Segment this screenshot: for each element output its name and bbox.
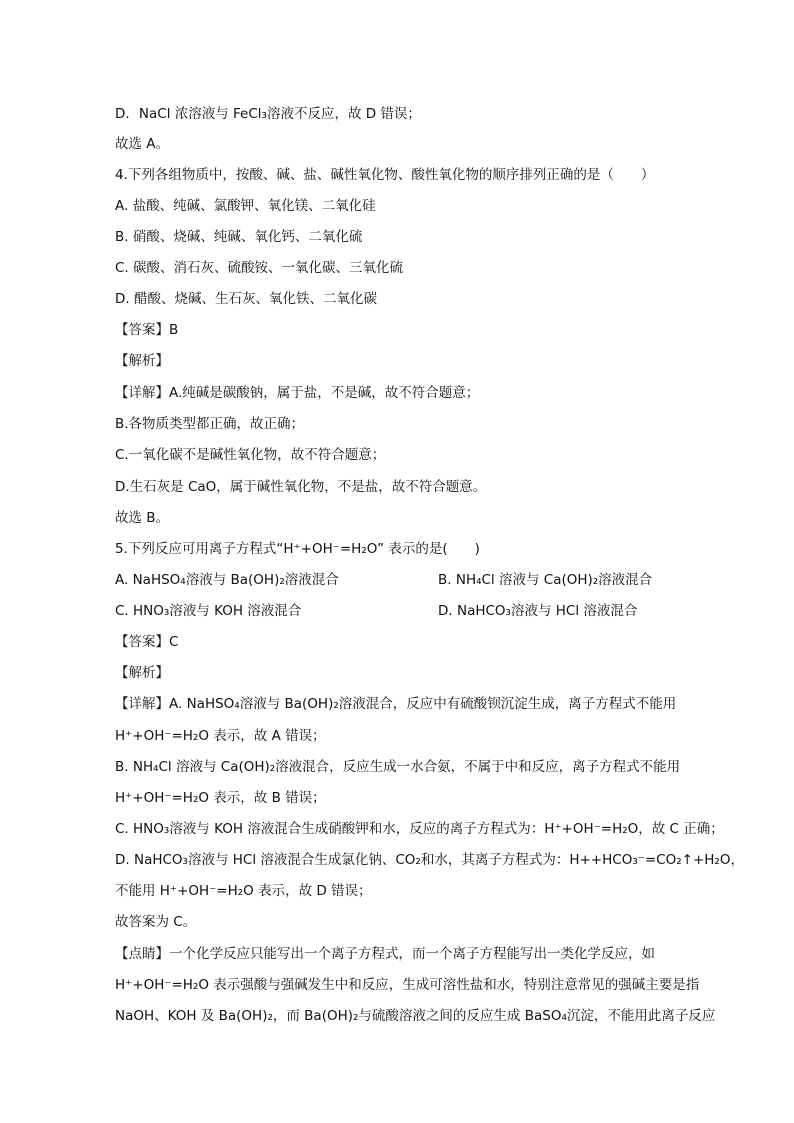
q4-option-d: D. 醋酸、烧碱、生石灰、氧化铁、二氧化碳 <box>115 291 377 307</box>
q5-answer: 【答案】C <box>115 634 179 650</box>
q3-conclusion: 故选 A。 <box>115 136 170 152</box>
q4-stem: 4.下列各组物质中，按酸、碱、盐、碱性氧化物、酸性氧化物的顺序排列正确的是（ ） <box>115 167 655 183</box>
q3-option-d-explanation: D．NaCl 浓溶液与 FeCl₃溶液不反应，故 D 错误； <box>115 106 421 122</box>
q5-conclusion: 故答案为 C。 <box>115 914 197 930</box>
q4-explanation-line: C.一氧化碳不是碱性氧化物，故不符合题意； <box>115 447 386 463</box>
q5-explanation-line: H⁺+OH⁻=H₂O 表示，故 B 错误； <box>115 790 326 806</box>
q4-answer: 【答案】B <box>115 322 179 338</box>
q5-explanation-line: B. NH₄Cl 溶液与 Ca(OH)₂溶液混合，反应生成一水合氨，不属于中和反应，离子方程式不能用 <box>115 759 681 775</box>
q4-explanation-line: D.生石灰是 CaO，属于碱性氧化物，不是盐，故不符合题意。 <box>115 479 487 495</box>
q5-note-line: 【点睛】一个化学反应只能写出一个离子方程式，而一个离子方程能写出一类化学反应，如 <box>115 946 655 962</box>
q5-note-line: H⁺+OH⁻=H₂O 表示强酸与强碱发生中和反应，生成可溶性盐和水，特别注意常见的强碱主要是指 <box>115 977 700 993</box>
q5-explanation-line: D. NaHCO₃溶液与 HCl 溶液混合生成氯化钠、CO₂和水，其离子方程式为：H++HCO₃⁻=CO₂↑+H₂O， <box>115 852 744 868</box>
q5-explanation-line: 【详解】A. NaHSO₄溶液与 Ba(OH)₂溶液混合，反应中有硫酸钡沉淀生成，离子方程式不能用 <box>115 696 677 712</box>
q5-note-line: NaOH、KOH 及 Ba(OH)₂，而 Ba(OH)₂与硫酸溶液之间的反应生成 BaSO₄沉淀，不能用此离子反应 <box>115 1008 716 1024</box>
q5-option-d: D. NaHCO₃溶液与 HCl 溶液混合 <box>438 603 638 619</box>
q5-explanation-line: H⁺+OH⁻=H₂O 表示，故 A 错误； <box>115 728 326 744</box>
q4-analysis-label: 【解析】 <box>115 353 169 369</box>
q5-option-a: A. NaHSO₄溶液与 Ba(OH)₂溶液混合 <box>115 572 339 588</box>
q4-explanation-line: B.各物质类型都正确，故正确； <box>115 416 305 432</box>
q4-option-b: B. 硝酸、烧碱、纯碱、氧化钙、二氧化硫 <box>115 229 363 245</box>
q4-option-a: A. 盐酸、纯碱、氯酸钾、氧化镁、二氧化硅 <box>115 198 376 214</box>
q5-option-c: C. HNO₃溶液与 KOH 溶液混合 <box>115 603 302 619</box>
q4-conclusion: 故选 B。 <box>115 510 170 526</box>
q5-option-b: B. NH₄Cl 溶液与 Ca(OH)₂溶液混合 <box>438 572 653 588</box>
q4-explanation-line: 【详解】A.纯碱是碳酸钠，属于盐，不是碱，故不符合题意； <box>115 385 480 401</box>
q5-analysis-label: 【解析】 <box>115 665 169 681</box>
q5-stem: 5.下列反应可用离子方程式“H⁺+OH⁻=H₂O” 表示的是( ) <box>115 541 480 557</box>
q5-explanation-line: C. HNO₃溶液与 KOH 溶液混合生成硝酸钾和水，反应的离子方程式为：H⁺+OH⁻=H₂O，故 C 正确； <box>115 821 724 837</box>
q4-option-c: C. 碳酸、消石灰、硫酸铵、一氧化碳、三氧化硫 <box>115 260 404 276</box>
q5-explanation-line: 不能用 H⁺+OH⁻=H₂O 表示，故 D 错误； <box>115 883 372 899</box>
